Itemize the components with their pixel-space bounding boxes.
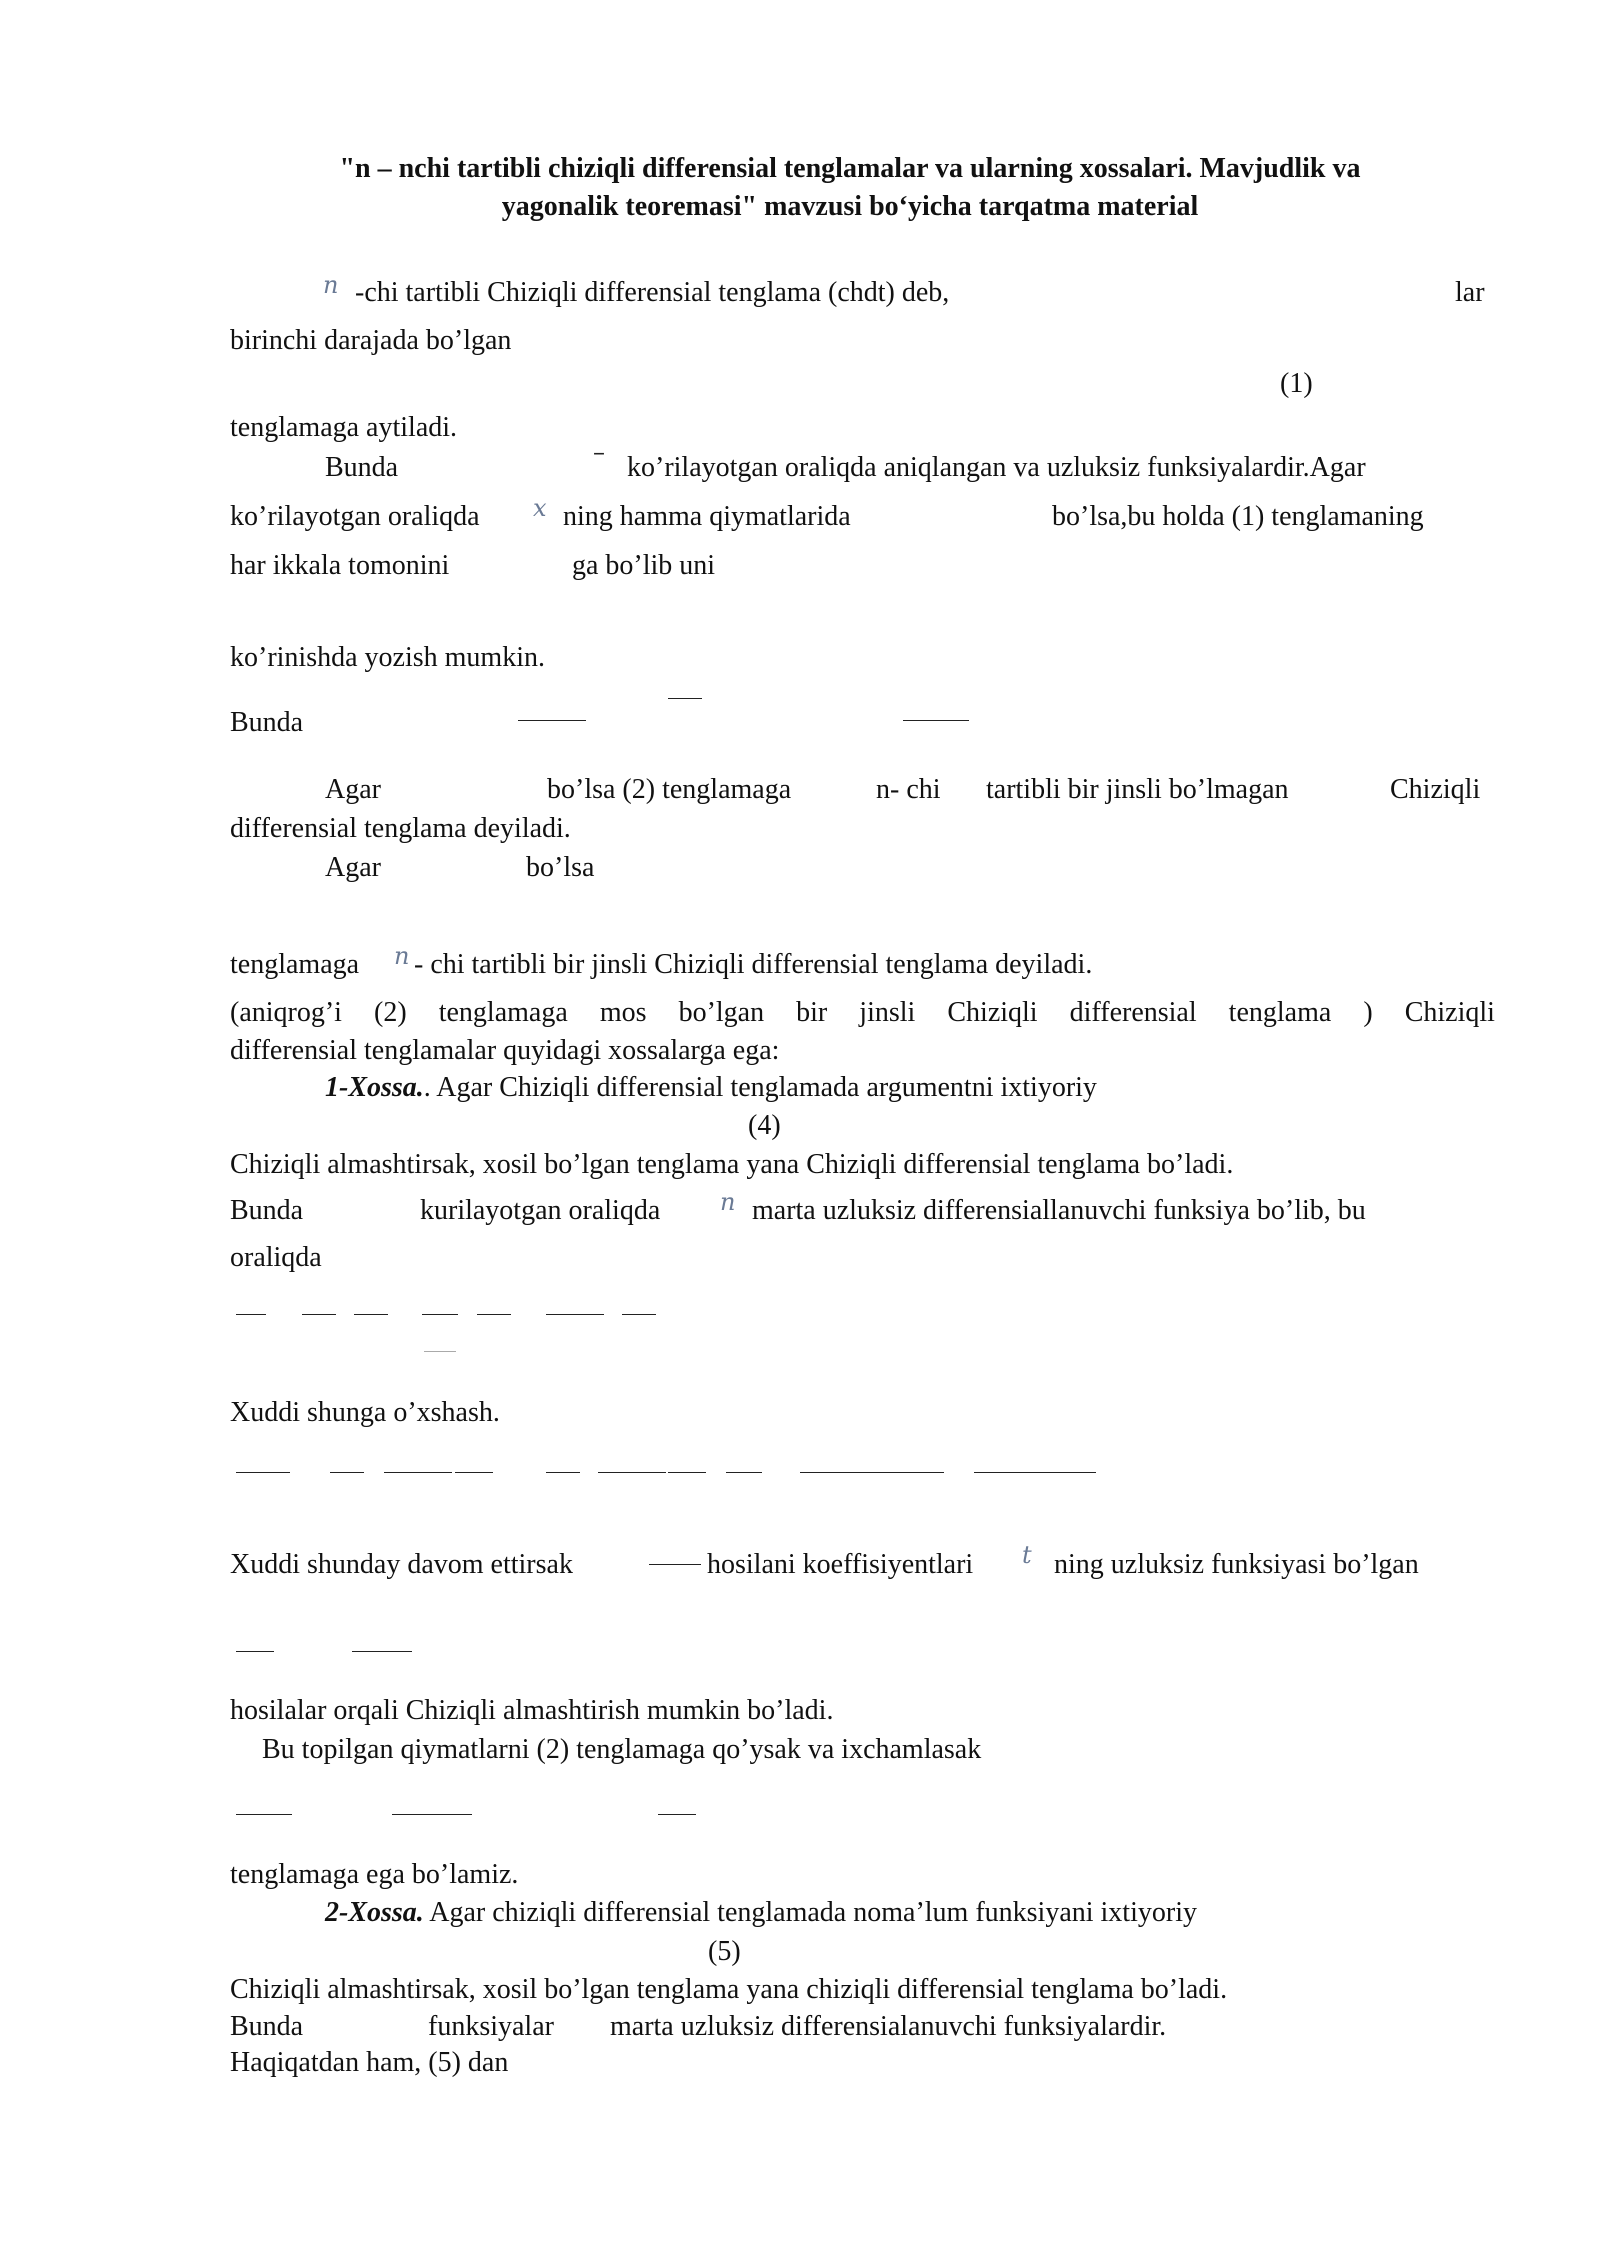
property-2 [325, 1896, 1197, 1930]
text-line: lar [1455, 277, 1485, 308]
fraction-bar [658, 1814, 696, 1815]
text-line: bo’lsa,bu holda (1) tenglamaning [1052, 501, 1424, 532]
text-line: hosilalar orqali Chiziqli almashtirish mumkin bo’ladi. [230, 1695, 834, 1726]
fraction-bar [546, 1472, 580, 1473]
text-line: kurilayotgan oraliqda [420, 1195, 661, 1226]
fraction-bar [886, 1472, 944, 1473]
fraction-bar [518, 720, 586, 721]
word: tenglamaga [438, 997, 568, 1028]
fraction-bar [668, 698, 702, 699]
word: tenglama [1228, 997, 1332, 1028]
property-2-label: 2-Xossa. [325, 1897, 424, 1928]
fraction-bar [726, 1472, 762, 1473]
text-line-justified [230, 996, 1495, 1030]
fraction-bar [477, 1314, 511, 1315]
property-1 [325, 1071, 1097, 1105]
text-line: differensial tenglamalar quyidagi xossalarga ega: [230, 1035, 780, 1066]
document-title-line-2: yagonalik teoremasi" mavzusi bo‘yicha tarqatma material [501, 191, 1199, 222]
text-line: -chi tartibli Chiziqli differensial tenglama (chdt) deb, [355, 277, 950, 308]
fraction-bar [422, 1314, 458, 1315]
fraction-bar [236, 1651, 274, 1652]
fraction-bar [236, 1472, 290, 1473]
document-title-line-1: "n – nchi tartibli chiziqli differensial tenglamalar va ularning xossalari. Mavjudlik va [339, 153, 1361, 184]
text-line: differensial tenglama deyiladi. [230, 813, 571, 844]
fraction-bar [800, 1472, 886, 1473]
fraction-bar [598, 1472, 666, 1473]
fraction-bar [1060, 1472, 1096, 1473]
word: Chiziqli [1404, 997, 1495, 1028]
text-line: Xuddi shunga o’xshash. [230, 1397, 500, 1428]
word: (aniqrog’i [230, 997, 342, 1028]
fraction-bar [354, 1314, 388, 1315]
t-symbol: t [1022, 1541, 1032, 1569]
text-line: Agar [325, 852, 381, 883]
text-line: - chi tartibli bir jinsli Chiziqli differensial tenglama deyiladi. [414, 949, 1093, 980]
text-line: ko’rinishda yozish mumkin. [230, 642, 545, 673]
x-symbol: x [533, 494, 547, 522]
text-line: Chiziqli almashtirsak, xosil bo’lgan tenglama yana chiziqli differensial tenglama bo’ladi. [230, 1974, 1228, 2005]
text-line: Bunda [230, 1195, 304, 1226]
text-line: ga bo’lib uni [572, 550, 716, 581]
fraction-bar [352, 1651, 412, 1652]
text-line: Xuddi shunday davom ettirsak [230, 1549, 573, 1580]
fraction-bar [668, 1472, 706, 1473]
text-line: marta uzluksiz differensialanuvchi funksiyalardir. [610, 2011, 1167, 2042]
fraction-bar [424, 1351, 456, 1352]
word: jinsli [859, 997, 916, 1028]
fraction-bar [236, 1814, 292, 1815]
text-line: ko’rilayotgan oraliqda aniqlangan va uzluksiz funksiyalardir.Agar [627, 452, 1366, 483]
text-line: n- chi [876, 774, 941, 805]
text-line: bo’lsa (2) tenglamaga [547, 774, 792, 805]
text-line: bo’lsa [526, 852, 595, 883]
text-line: Chiziqli almashtirsak, xosil bo’lgan tenglama yana Chiziqli differensial tenglama bo’ladi. [230, 1149, 1234, 1180]
property-2-text: Agar chiziqli differensial tenglamada noma’lum funksiyani ixtiyoriy [423, 1897, 1197, 1928]
text-line: funksiyalar [428, 2011, 554, 2042]
dash-symbol: – [593, 438, 605, 466]
word: differensial [1069, 997, 1197, 1028]
text-line: oraliqda [230, 1242, 322, 1273]
text-line: Bunda [325, 452, 399, 483]
text-line: birinchi darajada bo’lgan [230, 325, 512, 356]
n-symbol: n [720, 1188, 736, 1216]
property-1-label: 1-Xossa. [325, 1072, 424, 1103]
text-line: marta uzluksiz differensiallanuvchi funksiya bo’lib, bu [752, 1195, 1366, 1226]
fraction-bar [546, 1314, 604, 1315]
word: ) [1363, 997, 1373, 1028]
text-line: Haqiqatdan ham, (5) dan [230, 2047, 509, 2078]
text-line: ning uzluksiz funksiyasi bo’lgan [1054, 1549, 1419, 1580]
fraction-bar [903, 720, 969, 721]
fraction-bar [302, 1314, 336, 1315]
fraction-bar [384, 1472, 452, 1473]
text-line: Agar [325, 774, 381, 805]
fraction-bar [455, 1472, 493, 1473]
word: mos [599, 997, 647, 1028]
text-line: tartibli bir jinsli bo’lmagan [986, 774, 1289, 805]
text-line: Bunda [230, 707, 304, 738]
fraction-bar [392, 1814, 472, 1815]
word: (2) [374, 997, 407, 1028]
fraction-bar [649, 1564, 701, 1565]
text-line: tenglamaga [230, 949, 360, 980]
text-line: Chiziqli [1390, 774, 1481, 805]
text-line: ning hamma qiymatlarida [563, 501, 851, 532]
n-symbol: n [394, 942, 410, 970]
text-line: ko’rilayotgan oraliqda [230, 501, 480, 532]
word: bir [796, 997, 828, 1028]
text-line: Bunda [230, 2011, 304, 2042]
fraction-bar [330, 1472, 364, 1473]
equation-number: (1) [1280, 368, 1313, 399]
fraction-bar [974, 1472, 1060, 1473]
text-line: tenglamaga aytiladi. [230, 412, 458, 443]
fraction-bar [622, 1314, 656, 1315]
text-line: Bu topilgan qiymatlarni (2) tenglamaga qo’ysak va ixchamlasak [262, 1734, 982, 1765]
equation-number: (4) [748, 1110, 781, 1141]
property-1-text: . Agar Chiziqli differensial tenglamada argumentni ixtiyoriy [423, 1072, 1097, 1103]
text-line: hosilani koeffisiyentlari [707, 1549, 974, 1580]
n-symbol: n [323, 271, 339, 299]
text-line: tenglamaga ega bo’lamiz. [230, 1859, 519, 1890]
text-line: har ikkala tomonini [230, 550, 450, 581]
word: Chiziqli [947, 997, 1038, 1028]
word: bo’lgan [678, 997, 765, 1028]
fraction-bar [236, 1314, 266, 1315]
equation-number: (5) [708, 1936, 741, 1967]
